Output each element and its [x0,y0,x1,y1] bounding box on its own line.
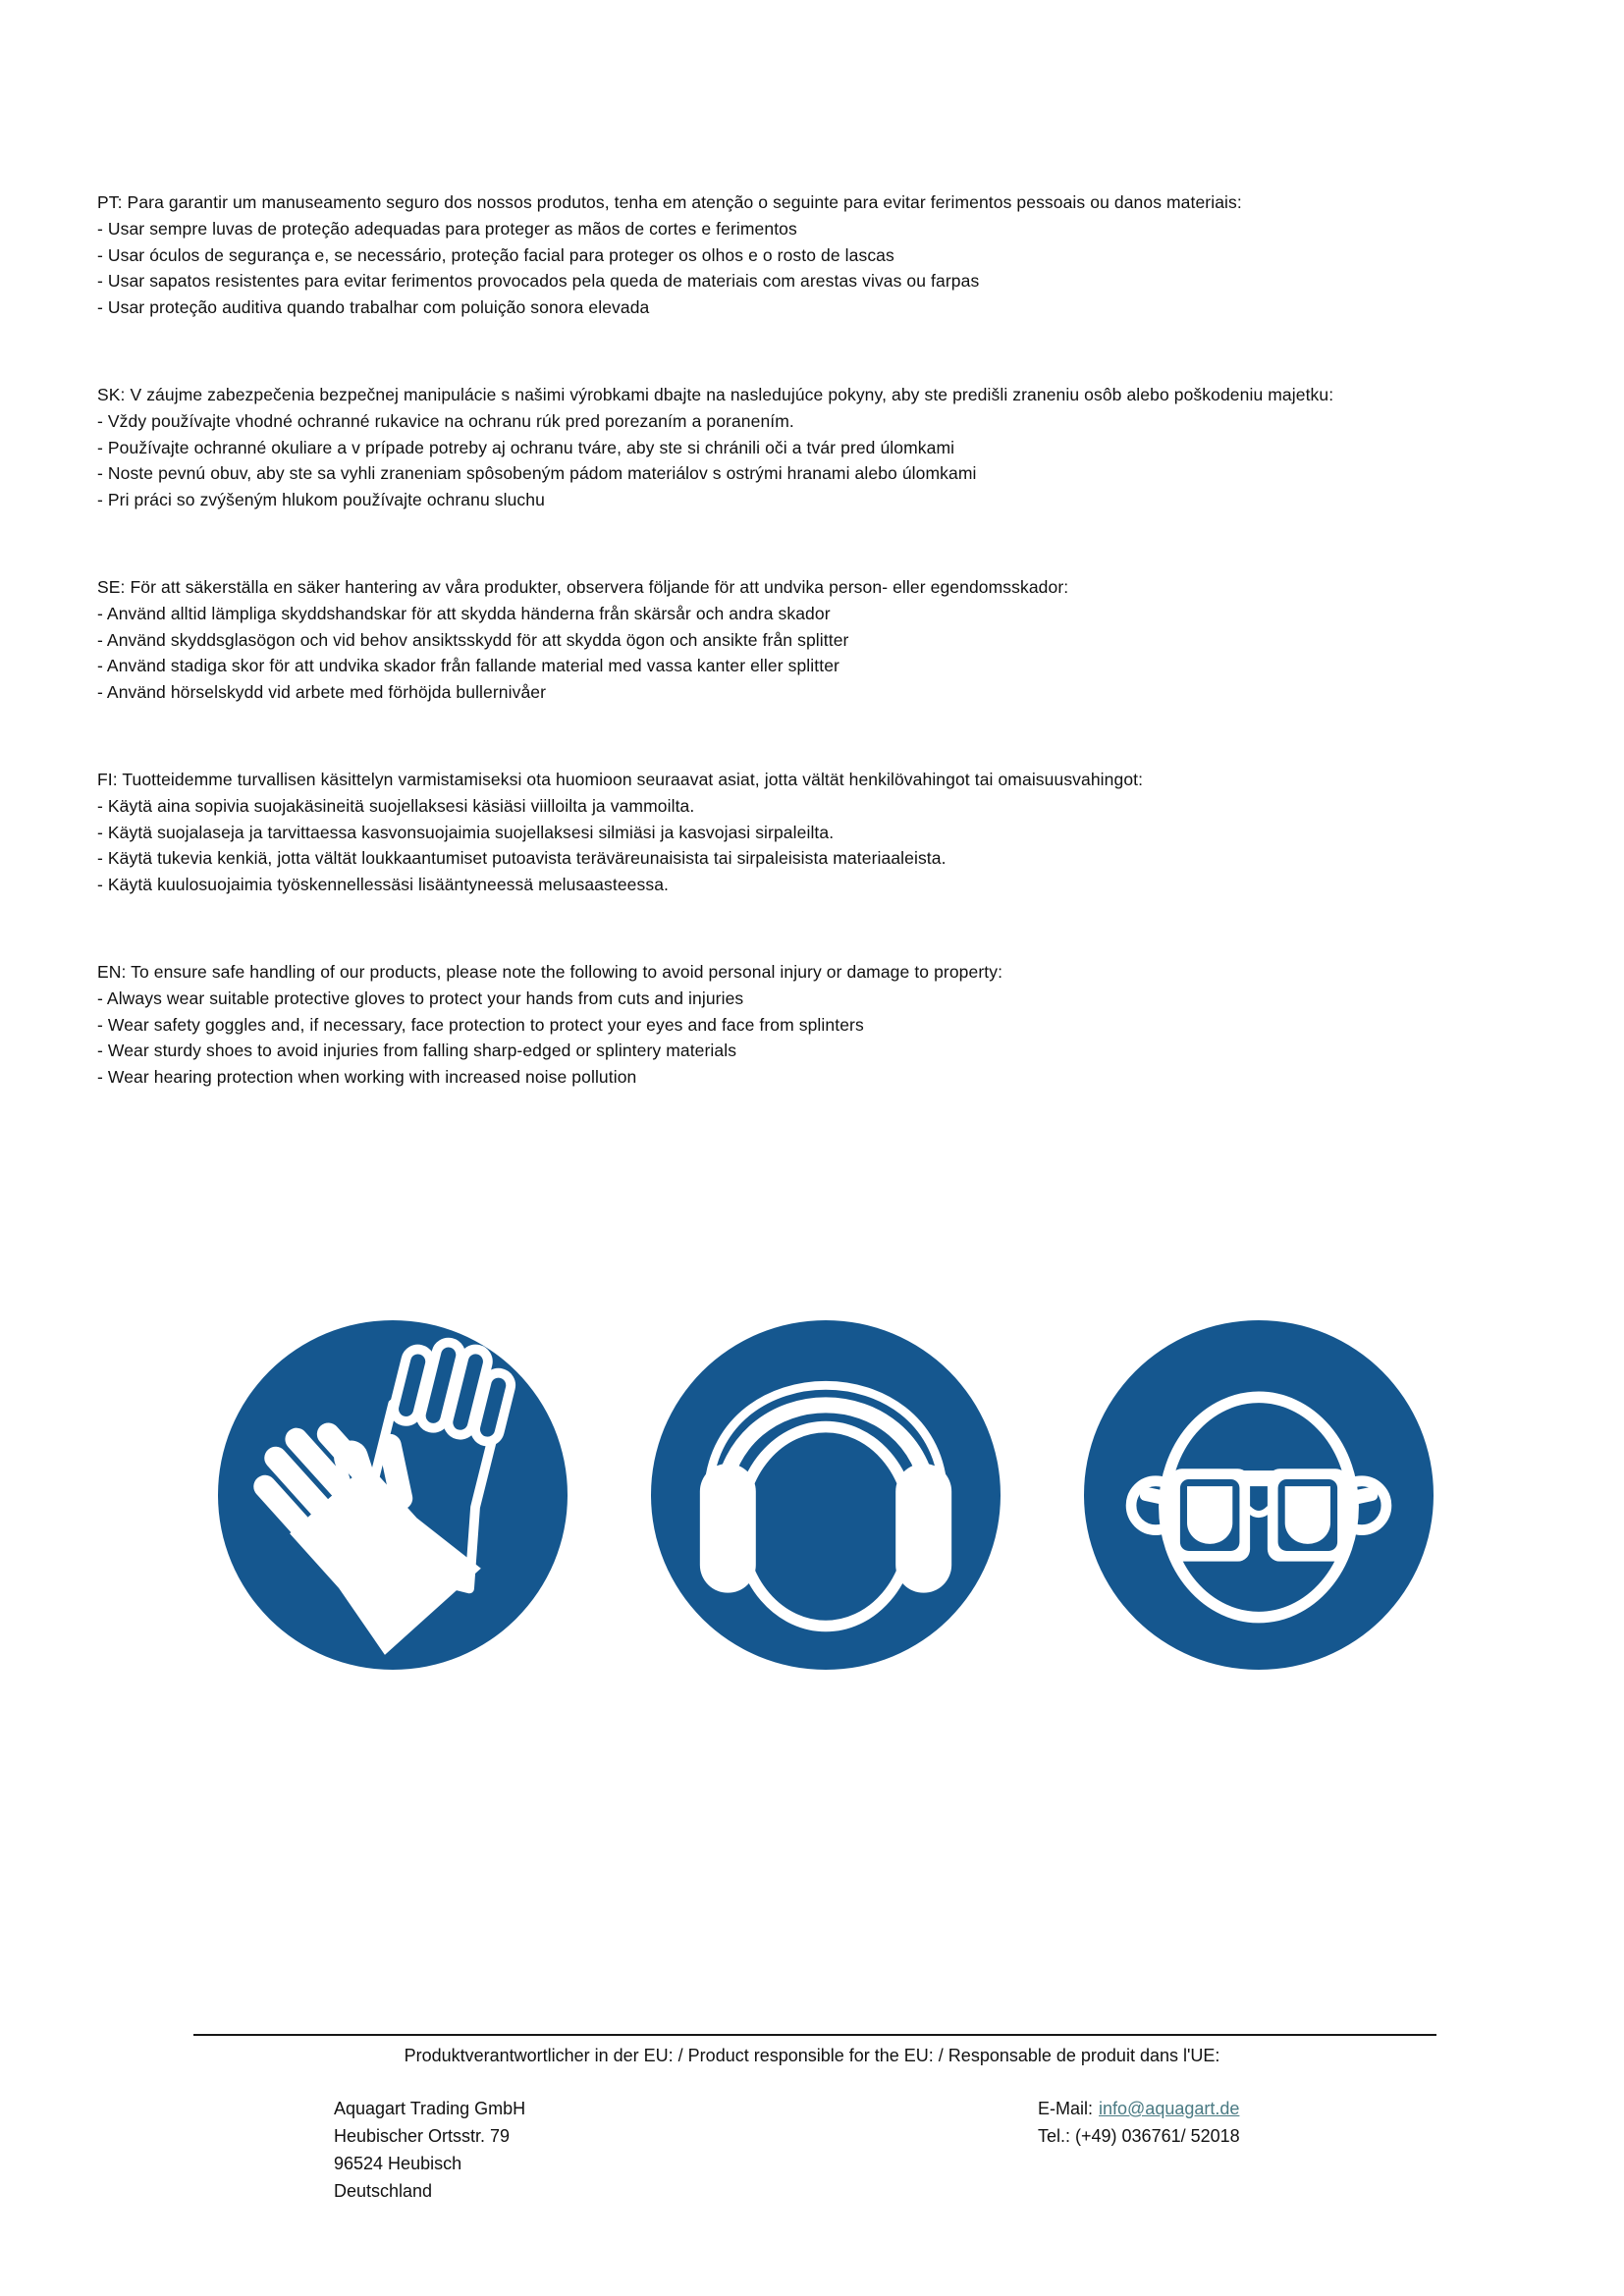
responsible-caption: Produktverantwortlicher in der EU: / Product responsible for the EU: / Responsable de produit dans l'UE: [404,2046,1220,2065]
bullet-line: - Používajte ochranné okuliare a v prípade potreby aj ochranu tváre, aby ste si chránili oči a tvár pred úlomkami [97,437,955,457]
ear-protection-icon [651,1320,1001,1670]
bullet-line: - Använd stadiga skor för att undvika skador från fallande material med vassa kanter eller splitter [97,656,839,676]
protective-gloves-svg [218,1320,568,1670]
bullet-line: - Vždy používajte vhodné ochranné rukavice na ochranu rúk pred porezaním a poranením. [97,410,794,431]
bullet-line: - Usar óculos de segurança e, se necessário, proteção facial para proteger os olhos e o rosto de lascas [97,244,894,265]
bullet-line: - Usar sapatos resistentes para evitar ferimentos provocados pela queda de materiais com arestas vivas ou farpas [97,271,980,292]
bullet-line: - Käytä tukevia kenkiä, jotta vältät loukkaantumiset putoavista teräväreunaisista tai sirpaleisista materiaaleista. [97,848,947,869]
email-link[interactable]: info@aquagart.de [1099,2099,1240,2118]
section-intro: FI: Tuotteidemme turvallisen käsittelyn varmistamiseksi ota huomioon seuraavat asiat, jotta vältät henkilövahingot tai omaisuusvahingot: [97,769,1144,789]
safety-section-se [97,574,1570,706]
safety-instructions [97,189,1570,1151]
safety-section-sk [97,382,1570,513]
ear-muffs-shape [700,1385,951,1626]
bullet-line: - Wear sturdy shoes to avoid injuries from falling sharp-edged or splintery materials [97,1041,737,1061]
company-name: Aquagart Trading GmbH [334,2099,526,2118]
section-intro: SK: V záujme zabezpečenia bezpečnej manipulácie s našimi výrobkami dbajte na nasledujúce pokyny, aby ste predišli zraneniu osôb alebo poškodeniu majetku: [97,384,1334,404]
bullet-line: - Usar sempre luvas de proteção adequadas para proteger as mãos de cortes e ferimentos [97,218,797,239]
company-address [334,2095,525,2205]
address-country: Deutschland [334,2181,433,2201]
contact-info [1038,2095,1240,2150]
section-intro: SE: För att säkerställa en säker hantering av våra produkter, observera följande för att undvika person- eller egendomsskador: [97,576,1069,597]
bullet-line: - Noste pevnú obuv, aby ste sa vyhli zraneniam spôsobeným pádom materiálov s ostrými hranami alebo úlomkami [97,463,977,484]
bullet-line: - Käytä aina sopivia suojakäsineitä suojellaksesi käsiäsi viilloilta ja vammoilta. [97,795,695,816]
address-street: Heubischer Ortsstr. 79 [334,2126,511,2146]
ear-protection-svg [651,1320,1001,1670]
safety-section-fi [97,767,1570,898]
protective-gloves-icon [218,1320,568,1670]
bullet-line: - Använd skyddsglasögon och vid behov ansiktsskydd för att skydda ögon och ansikte från splitter [97,629,849,650]
bullet-line: - Käytä kuulosuojaimia työskennellessäsi lisääntyneessä melusaasteessa. [97,875,669,895]
bullet-line: - Usar proteção auditiva quando trabalhar com poluição sonora elevada [97,297,650,318]
bullet-line: - Always wear suitable protective gloves to protect your hands from cuts and injuries [97,988,744,1008]
bullet-line: - Använd hörselskydd vid arbete med förhöjda bullernivåer [97,682,547,703]
bullet-line: - Använd alltid lämpliga skyddshandskar för att skydda händerna från skärsår och andra skador [97,603,831,623]
address-city: 96524 Heubisch [334,2154,462,2173]
bullet-line: - Käytä suojalaseja ja tarvittaessa kasvonsuojaimia suojellaksesi silmiäsi ja kasvojasi sirpaleilta. [97,822,835,842]
section-intro: PT: Para garantir um manuseamento seguro dos nossos produtos, tenha em atenção o seguinte para evitar ferimentos pessoais ou danos materiais: [97,192,1242,212]
safety-section-en [97,959,1570,1091]
footer-divider [193,2034,1436,2036]
eye-protection-svg [1084,1320,1434,1670]
bullet-line: - Wear hearing protection when working with increased noise pollution [97,1067,637,1088]
email-label: E-Mail: [1038,2099,1094,2118]
section-intro: EN: To ensure safe handling of our products, please note the following to avoid personal injury or damage to property: [97,961,1003,982]
bullet-line: - Wear safety goggles and, if necessary, face protection to protect your eyes and face from splinters [97,1014,864,1035]
eye-protection-icon [1084,1320,1434,1670]
phone-line: Tel.: (+49) 036761/ 52018 [1038,2126,1240,2146]
email-line [1038,2095,1240,2122]
pictogram-row [218,1320,1434,1670]
safety-section-pt [97,189,1570,321]
bullet-line: - Pri práci so zvýšeným hlukom používajte ochranu sluchu [97,490,545,510]
